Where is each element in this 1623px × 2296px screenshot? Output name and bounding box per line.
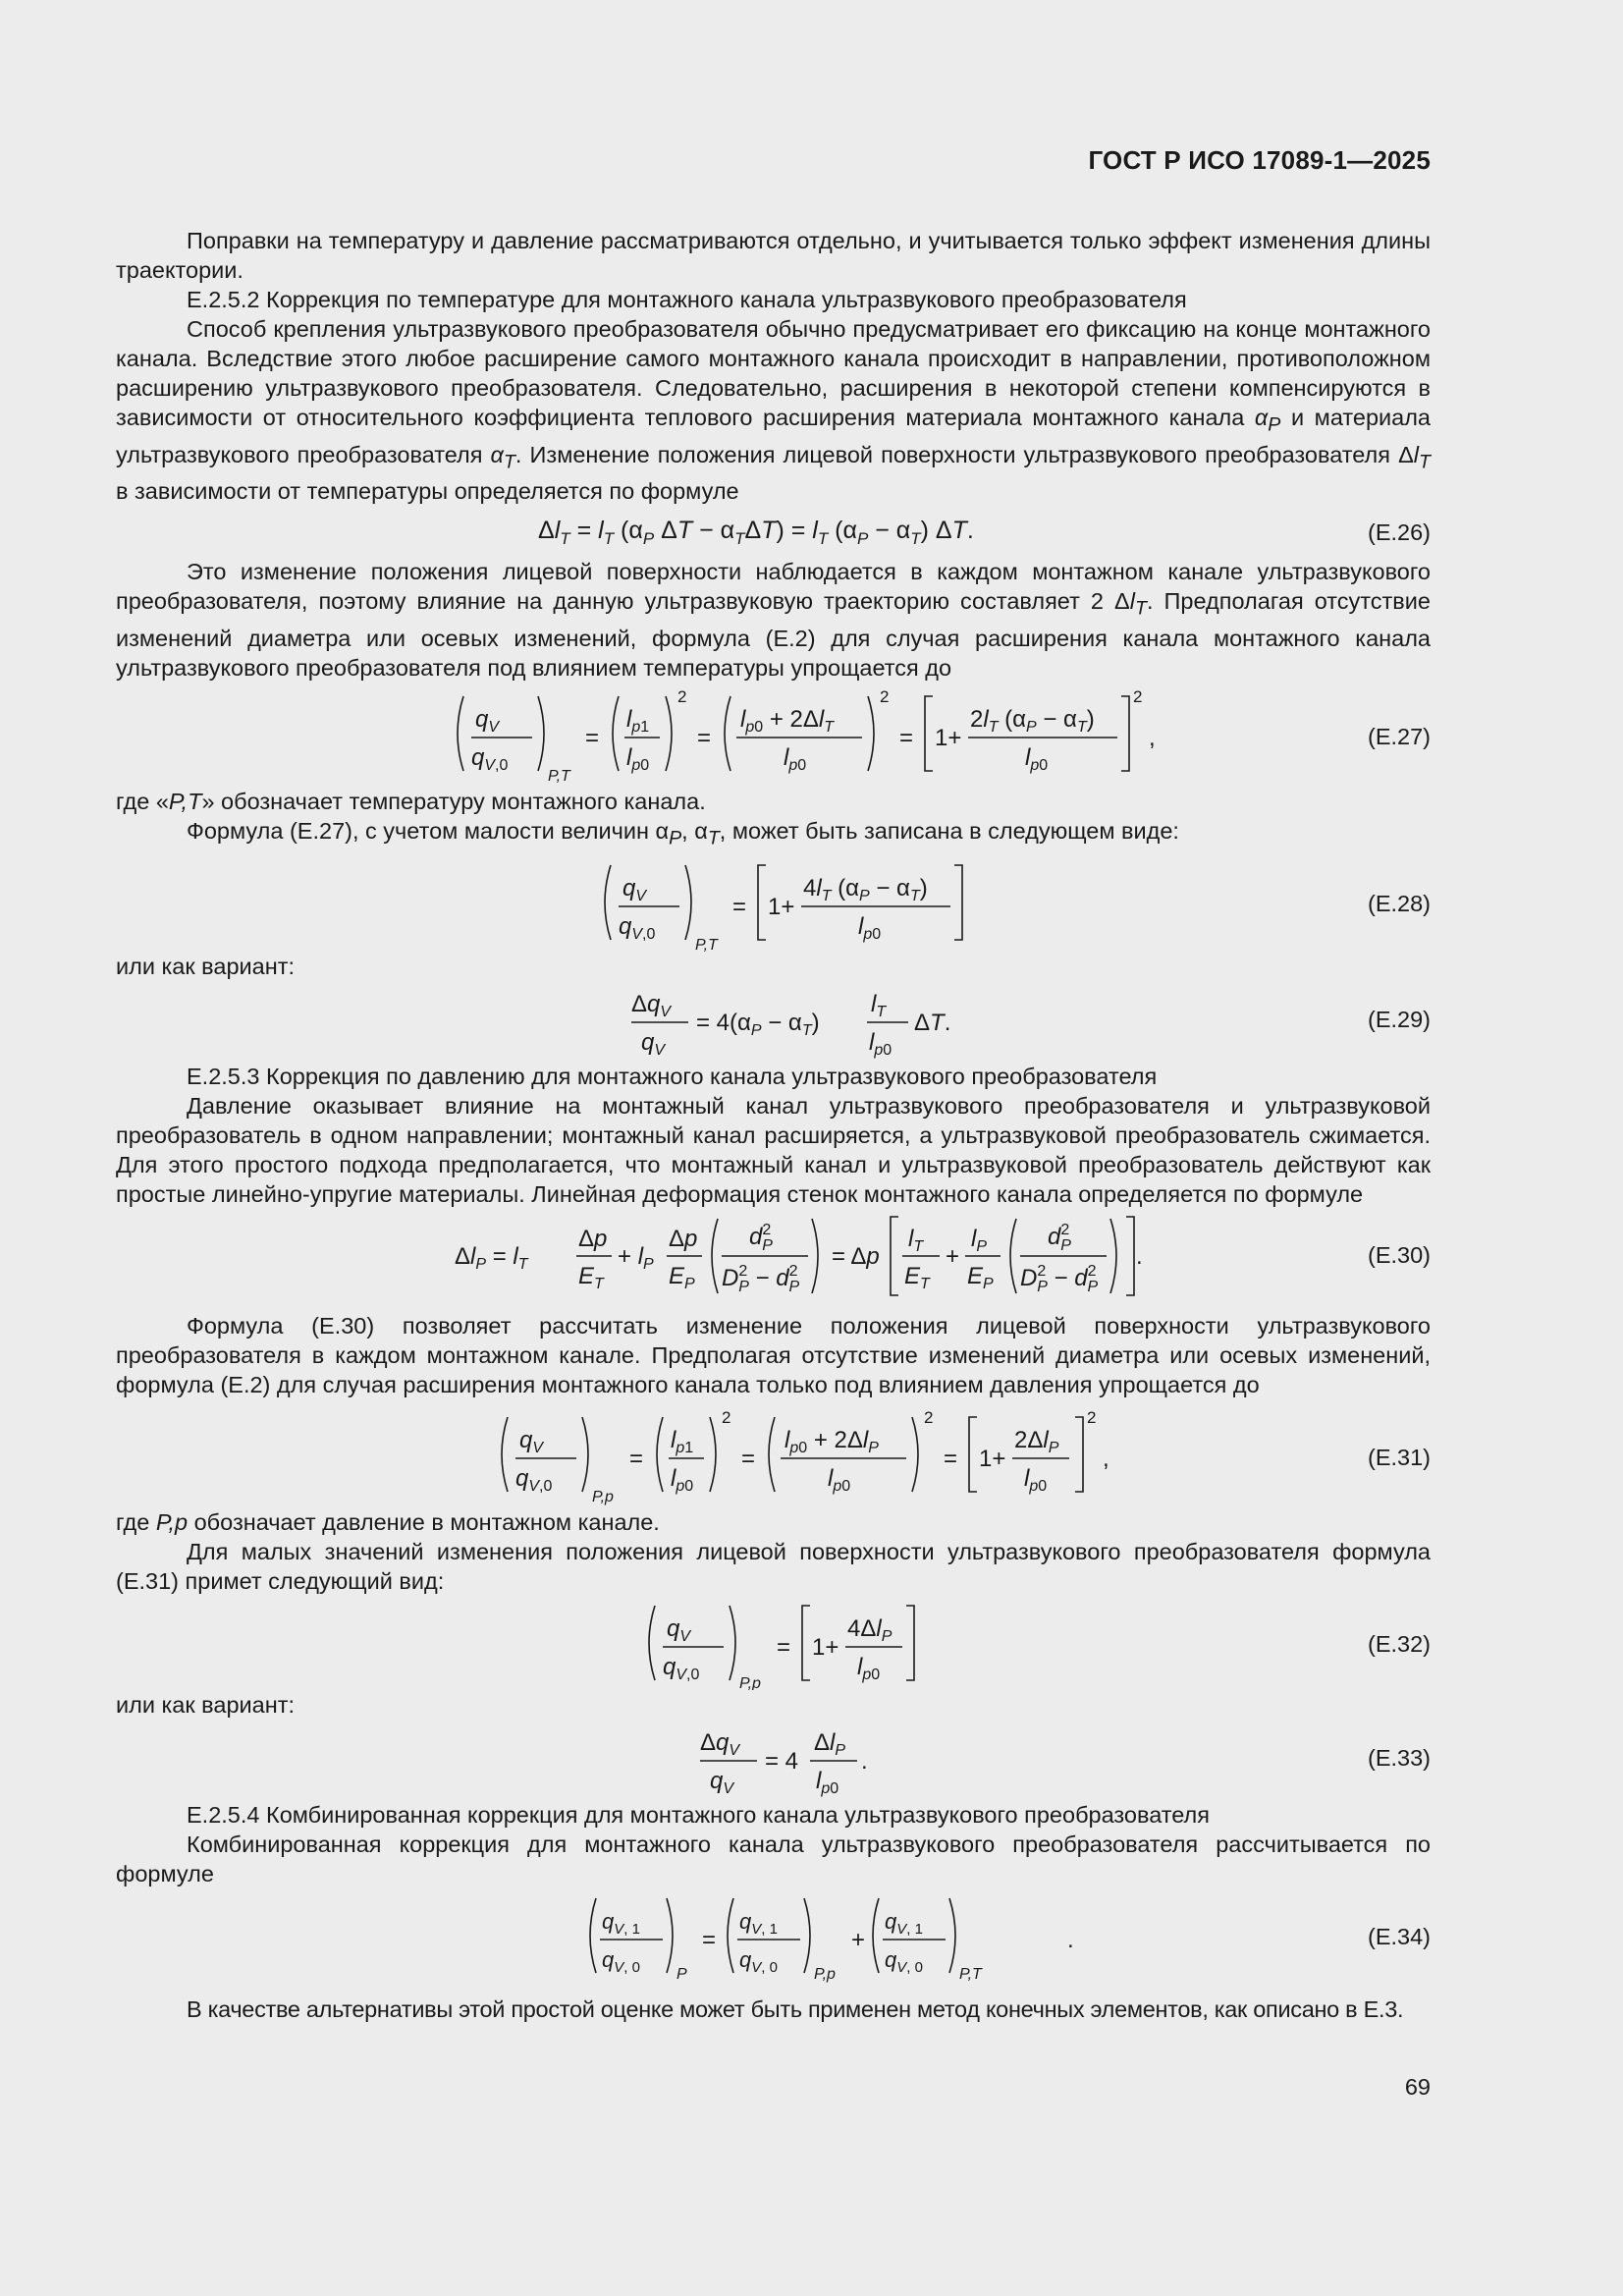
equation-number: (Е.33): [1368, 1744, 1431, 1771]
inline-symbol: $\alpha_P$, $\alpha_T$: [655, 818, 720, 849]
formula-e26: [538, 506, 1127, 551]
svg-text:qV: $q_V$: [667, 1614, 691, 1645]
paragraph: Формула (Е.27), с учетом малости величин $\alpha_P$, $\alpha_T$, может быть записана в следующем виде:: [187, 818, 1179, 849]
svg-text:ΔlP = lT: $\Delta l_P = l_T$: [455, 1242, 528, 1273]
svg-text:+: +: [946, 1242, 960, 1270]
equation-number: (Е.29): [1368, 1006, 1431, 1032]
svg-text:1+: 1+: [812, 1633, 839, 1661]
svg-text:=: =: [777, 1633, 791, 1661]
formula-e28: [597, 853, 1088, 952]
paragraph: Формула (Е.30) позволяет рассчитать изменение положения лицевой поверхности ультразвукового преобразователя в каждом монтажном канале. Предполагая отсутствие изменений диаметра или осевых изменений, формула (Е.2) для случая расширения монтажного канала только под влиянием давления упрощается до: [116, 1312, 1431, 1397]
svg-text:EP: $E_P$: [669, 1262, 695, 1292]
svg-text:=: =: [741, 1445, 756, 1472]
equation-number: (Е.34): [1368, 1923, 1431, 1949]
svg-text:qV,0: $q_{V,0}$: [515, 1464, 553, 1495]
svg-text:P,p: P,p: [814, 1965, 836, 1983]
svg-text:lp0: $l_{p0}$: [671, 1464, 694, 1495]
page-number: 69: [1404, 2074, 1431, 2100]
svg-text:ET: $E_T$: [578, 1262, 604, 1292]
svg-text:= 4(αP − αT): = $4(\alpha_P - \alpha_T)$: [696, 1009, 820, 1039]
formula-e34: [582, 1888, 1171, 1987]
svg-text:d2P: $d^2$ P: [749, 1221, 773, 1254]
svg-text:P: P: [676, 1965, 687, 1983]
svg-text:lp0: $l_{p0}$: [858, 912, 882, 943]
paragraph: Комбинированная коррекция для монтажного канала ультразвукового преобразователя рассчитывается по формуле: [116, 1831, 1431, 1886]
equation-e30: [116, 1209, 1431, 1303]
svg-text:.: .: [861, 1747, 868, 1775]
svg-text:qV, 0: $q_{V, 0}$: [602, 1946, 640, 1976]
svg-text:lP: $l_P$: [971, 1225, 988, 1255]
section-heading-e252: Е.2.5.2 Коррекция по температуре для монтажного канала ультразвукового преобразователя: [187, 287, 1187, 312]
svg-text:2: 2: [1133, 687, 1143, 707]
svg-text:2: 2: [722, 1407, 731, 1427]
svg-text:=: =: [697, 725, 712, 752]
svg-text:= Δp: = Δp: [832, 1242, 880, 1270]
equation-e31: [116, 1399, 1431, 1507]
paragraph: Это изменение положения лицевой поверхности наблюдается в каждом монтажном канале ультразвукового преобразователя, поэтому влияние на данную ультразвуковую траекторию составляет 2 $\Delta l_T$. Предполагая отсутствие изменений диаметра или осевых изменений, формула (Е.2) для случая расширения канала монтажного канала ультразвукового преобразователя под влиянием температуры упрощается до: [116, 559, 1431, 682]
svg-text:lp0: $l_{p0}$: [828, 1464, 851, 1495]
svg-text:P,T: P,T: [548, 768, 570, 786]
svg-text:qV: $q_V$: [475, 706, 500, 737]
svg-text:qV, 1: $q_{V, 1}$: [602, 1908, 640, 1938]
svg-text:2lT (αP − αT): $2l_T$ $(\alpha_P - \alpha_T)$: [970, 706, 1095, 737]
svg-text:,: ,: [1103, 1445, 1109, 1472]
svg-text:2: 2: [880, 687, 890, 707]
paragraph: Для малых значений изменения положения лицевой поверхности ультразвукового преобразователя формула (Е.31) примет следующий вид:: [116, 1538, 1431, 1594]
svg-text:lT: $l_T$: [908, 1225, 924, 1255]
document-body: [116, 226, 1431, 2024]
svg-text:lp0: $l_{p0}$: [784, 744, 807, 775]
paragraph: где «P,T» обозначает температуру монтажного канала.: [116, 789, 706, 815]
svg-text:qV: $q_V$: [622, 874, 647, 904]
equation-e28: [116, 853, 1431, 952]
svg-text:D2P − d2P: $D^2$ $P - d^2$ P: [722, 1262, 800, 1295]
svg-text:P,p: P,p: [592, 1488, 614, 1505]
svg-text:lp0: $l_{p0}$: [816, 1767, 839, 1797]
equation-number: (Е.30): [1368, 1241, 1431, 1268]
section-heading-e253: Е.2.5.3 Коррекция по давлению для монтажного канала ультразвукового преобразователя: [187, 1063, 1158, 1089]
svg-text:qV,0: $q_{V,0}$: [619, 912, 656, 943]
svg-text:qV, 0: $q_{V, 0}$: [885, 1946, 923, 1976]
paragraph: или как вариант:: [116, 1691, 295, 1718]
svg-text:4lT (αP − αT): $4l_T$ $(\alpha_P - \alpha_T)$: [803, 874, 928, 904]
svg-text:ΔT.: ΔT.: [914, 1009, 951, 1036]
equation-number: (Е.32): [1368, 1630, 1431, 1657]
svg-text:.: .: [1067, 1926, 1074, 1953]
paragraph: или как вариант:: [116, 953, 295, 979]
formula-e32: [641, 1596, 1132, 1690]
inline-symbol: $\Delta l_T$: [1398, 441, 1431, 473]
svg-text:2: 2: [1087, 1407, 1097, 1427]
svg-text:lp0 + 2ΔlP: $l_{p0} + 2\Delta l_P$: [784, 1426, 879, 1456]
svg-text:Δp: Δp: [669, 1225, 698, 1252]
svg-text:lp0: $l_{p0}$: [1025, 744, 1049, 775]
svg-text:Δp: Δp: [578, 1225, 608, 1252]
svg-text:qV: $q_V$: [641, 1028, 666, 1059]
inline-symbol: $\alpha_T$: [490, 441, 515, 473]
equation-number: (Е.26): [1368, 519, 1431, 546]
svg-text:.: .: [1136, 1242, 1143, 1270]
svg-text:qV,0: $q_{V,0}$: [471, 744, 509, 775]
svg-text:P,T: P,T: [695, 936, 718, 952]
svg-text:=: =: [585, 725, 600, 752]
svg-text:ET: $E_T$: [904, 1262, 930, 1292]
paragraph: Давление оказывает влияние на монтажный канал ультразвукового преобразователя и ультразвуковой преобразователь в одном направлении; монтажный канал расширяется, а ультразвуковой преобразователь сжимается. Для этого простого подхода предполагается, что монтажный канал и ультразвуковой преобразователь действуют как простые линейно-упругие материалы. Линейная деформация стенок монтажного канала определяется по формуле: [116, 1092, 1431, 1207]
svg-text:P,T: P,T: [959, 1965, 982, 1983]
svg-text:ΔqV: $\Delta q_V$: [631, 990, 672, 1020]
inline-symbol: $\alpha_P$: [1254, 405, 1281, 436]
equation-e26: [116, 506, 1431, 551]
paragraph: Способ крепления ультразвукового преобразователя обычно предусматривает его фиксацию на конце монтажного канала. Вследствие этого любое расширение самого монтажного канала происходит в направлении, противоположном расширению ультразвукового преобразователя. Следовательно, расширения в некоторой степени компенсируются в зависимости от относительного коэффициента теплового расширения материала монтажного канала $\alpha_P$ и материала ультразвукового преобразователя $\alpha_T$. Изменение положения лицевой поверхности ультразвукового преобразователя $\Delta l_T$ в зависимости от температуры определяется по формуле: [116, 316, 1431, 505]
formula-e30: [455, 1209, 1240, 1303]
svg-text:lp1: $l_{p1}$: [671, 1426, 694, 1456]
svg-text:= 4: = 4: [765, 1747, 799, 1775]
svg-text:ΔlP: $\Delta l_P$: [814, 1728, 846, 1759]
equation-number: (Е.28): [1368, 890, 1431, 916]
paragraph: Поправки на температуру и давление рассматриваются отдельно, и учитывается только эффект изменения длины траектории.: [116, 228, 1431, 283]
svg-text:qV,0: $q_{V,0}$: [663, 1653, 700, 1683]
formula-e33: [700, 1720, 1093, 1800]
svg-text:qV: $q_V$: [710, 1767, 734, 1797]
svg-text:4ΔlP: $4\Delta l_P$: [847, 1614, 893, 1645]
svg-text:EP: $E_P$: [967, 1262, 994, 1292]
svg-text:qV: $q_V$: [519, 1426, 544, 1456]
svg-text:1+: 1+: [979, 1445, 1006, 1472]
svg-text:=: =: [732, 893, 747, 920]
svg-text:lp0: $l_{p0}$: [869, 1028, 893, 1059]
formula-e31: [494, 1399, 1181, 1507]
section-heading-e254: Е.2.5.4 Комбинированная коррекция для монтажного канала ультразвукового преобразователя: [187, 1801, 1210, 1828]
svg-text:lp1: $l_{p1}$: [626, 706, 650, 737]
equation-number: (Е.27): [1368, 724, 1431, 750]
equation-e27: [116, 683, 1431, 787]
equation-number: (Е.31): [1368, 1444, 1431, 1470]
equation-e29: [116, 981, 1431, 1062]
svg-text:ΔqV: $\Delta q_V$: [700, 1728, 740, 1759]
svg-text:lp0: $l_{p0}$: [626, 744, 650, 775]
svg-text:+: +: [851, 1926, 866, 1953]
svg-text:lp0: $l_{p0}$: [1024, 1464, 1048, 1495]
svg-text:d2P: $d^2$ P: [1048, 1221, 1071, 1254]
svg-text:,: ,: [1149, 725, 1156, 752]
equation-e32: [116, 1596, 1431, 1690]
svg-text:qV, 1: $q_{V, 1}$: [885, 1908, 923, 1938]
paragraph: В качестве альтернативы этой простой оценке может быть применен метод конечных элементов, как описано в Е.3.: [187, 1995, 1404, 2022]
equation-e34: [116, 1888, 1431, 1987]
svg-text:D2P − d2P: $D^2$ $P - d^2$ P: [1020, 1262, 1099, 1295]
svg-text:qV, 1: $q_{V, 1}$: [739, 1908, 778, 1938]
equation-e33: [116, 1720, 1431, 1800]
svg-text:qV, 0: $q_{V, 0}$: [739, 1946, 778, 1976]
svg-text:1+: 1+: [768, 893, 795, 920]
svg-text:1+: 1+: [935, 725, 962, 752]
svg-text:=: =: [899, 725, 914, 752]
svg-text:lT: $l_T$: [871, 990, 887, 1020]
formula-e27: [450, 683, 1235, 787]
svg-text:2ΔlP: $2\Delta l_P$: [1014, 1426, 1059, 1456]
standard-code-header: ГОСТ Р ИСО 17089-1—2025: [1088, 145, 1431, 175]
svg-text:lp0: $l_{p0}$: [857, 1653, 881, 1683]
svg-text:=: =: [944, 1445, 958, 1472]
svg-text:2: 2: [924, 1407, 934, 1427]
svg-text:=: =: [702, 1926, 717, 1953]
svg-text:2: 2: [677, 687, 687, 707]
svg-text:ΔlT = lT (αP ΔT − αTΔT) = lT (: $\Delta l_T = l_T$ ($\alpha_P$ $\Delta T - \alpha_T\Delta T) = l_T$ $(\alpha_P - \alpha_T)$ ΔT.: [538, 517, 974, 549]
svg-text:lp0 + 2ΔlT: $l_{p0} + 2\Delta l_T$: [740, 706, 835, 737]
formula-e29: [631, 981, 1122, 1062]
svg-text:=: =: [629, 1445, 644, 1472]
paragraph: где P,p обозначает давление в монтажном канале.: [116, 1508, 660, 1535]
svg-text:+ lP: + $l_P$: [618, 1242, 654, 1273]
svg-text:P,p: P,p: [739, 1674, 761, 1690]
inline-symbol: $\Delta l_T$: [1114, 588, 1147, 621]
